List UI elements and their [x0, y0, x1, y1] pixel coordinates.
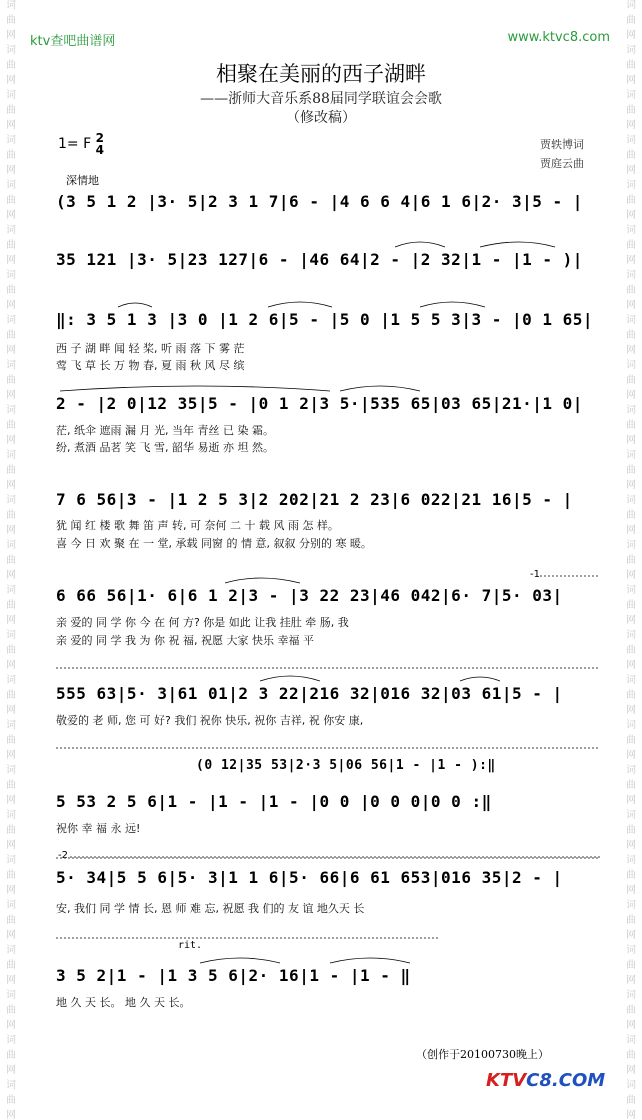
watermark-char: 网 — [6, 1020, 16, 1031]
watermark-char: 曲 — [626, 330, 636, 341]
tie-arc — [118, 303, 152, 307]
lyric-line-4a: 茫, 纸伞 遮雨 漏 月 光, 当年 青丝 已 染 霜。 — [56, 424, 274, 437]
watermark-char: 曲 — [626, 150, 636, 161]
watermark-char: 曲 — [6, 825, 16, 836]
logo-c8: C8.COM — [526, 1070, 606, 1091]
watermark-char: 曲 — [6, 195, 16, 206]
lyric-line-3b: 莺 飞 草 长 万 物 春, 夏 雨 秋 风 尽 缤 — [56, 359, 245, 372]
watermark-char: 词 — [626, 405, 636, 416]
watermark-char: 词 — [626, 315, 636, 326]
watermark-char: 网 — [6, 480, 16, 491]
volta-1-label: -1 — [530, 569, 540, 580]
watermark-char: 词 — [6, 405, 16, 416]
watermark-char: 曲 — [626, 15, 636, 26]
watermark-char: 网 — [626, 1020, 636, 1031]
lyric-line-5a: 犹 闻 红 楼 歌 舞 笛 声 转, 可 奈何 二 十 载 风 雨 怎 样。 — [56, 519, 339, 532]
watermark-char: 词 — [6, 225, 16, 236]
score-line-7: 555 63|5· 3|61 01|2 3 22|216 32|016 32|03 61|5 - | — [56, 684, 563, 703]
watermark-char: 曲 — [6, 510, 16, 521]
watermark-char: 网 — [6, 390, 16, 401]
tie-arc — [60, 386, 330, 391]
logo-ktv: KTV — [486, 1070, 527, 1091]
watermark-char: 词 — [626, 225, 636, 236]
watermark-char: 网 — [626, 390, 636, 401]
tempo-marking: 深情地 — [66, 174, 99, 187]
composer: 贾庭云曲 — [540, 157, 584, 170]
watermark-char: 网 — [626, 930, 636, 941]
watermark-char: 词 — [626, 1080, 636, 1091]
watermark-char: 词 — [626, 1035, 636, 1046]
revision-note: （修改稿） — [286, 110, 356, 126]
watermark-char: 网 — [6, 1110, 16, 1120]
watermark-char: 网 — [626, 345, 636, 356]
watermark-char: 曲 — [626, 60, 636, 71]
watermark-char: 曲 — [6, 690, 16, 701]
watermark-char: 词 — [626, 45, 636, 56]
watermark-char: 词 — [6, 1080, 16, 1091]
score-line-2: 35 121 |3· 5|23 127|6 - |46 64|2 - |2 32|1 - |1 - )| — [56, 250, 583, 269]
watermark-char: 曲 — [6, 420, 16, 431]
watermark-char: 词 — [626, 270, 636, 281]
watermark-char: 词 — [626, 495, 636, 506]
watermark-char: 词 — [6, 495, 16, 506]
watermark-char: 词 — [626, 855, 636, 866]
watermark-char: 网 — [626, 480, 636, 491]
watermark-char: 曲 — [626, 285, 636, 296]
song-subtitle: ——浙师大音乐系88届同学联谊会会歌 — [200, 91, 442, 107]
watermark-char: 网 — [6, 120, 16, 131]
watermark-char: 网 — [626, 300, 636, 311]
watermark-char: 曲 — [626, 960, 636, 971]
watermark-char: 曲 — [6, 645, 16, 656]
watermark-char: 曲 — [6, 240, 16, 251]
watermark-char: 词 — [6, 315, 16, 326]
watermark-char: 词 — [6, 1035, 16, 1046]
lyric-line-6a: 亲 爱的 同 学 你 今 在 何 方? 你是 如此 让我 挂肚 牵 肠, 我 — [56, 616, 349, 629]
watermark-char: 词 — [626, 630, 636, 641]
watermark-char: 网 — [626, 165, 636, 176]
tie-arc — [420, 302, 485, 307]
site-url-right[interactable]: www.ktvc8.com — [507, 30, 610, 45]
watermark-char: 曲 — [626, 1050, 636, 1061]
watermark-char: 曲 — [626, 555, 636, 566]
watermark-char: 曲 — [6, 15, 16, 26]
watermark-char: 词 — [626, 900, 636, 911]
watermark-char: 词 — [6, 720, 16, 731]
watermark-char: 曲 — [626, 510, 636, 521]
watermark-char: 词 — [626, 450, 636, 461]
watermark-char: 网 — [626, 210, 636, 221]
watermark-char: 词 — [6, 585, 16, 596]
watermark-char: 曲 — [6, 60, 16, 71]
watermark-char: 网 — [6, 660, 16, 671]
key-label: 1= F — [58, 136, 92, 152]
watermark-char: 词 — [626, 765, 636, 776]
watermark-char: 曲 — [6, 555, 16, 566]
watermark-char: 网 — [6, 705, 16, 716]
watermark-char: 曲 — [626, 645, 636, 656]
watermark-char: 网 — [626, 570, 636, 581]
watermark-char: 网 — [6, 750, 16, 761]
watermark-char: 曲 — [626, 1005, 636, 1016]
watermark-char: 词 — [6, 675, 16, 686]
watermark-char: 曲 — [6, 1095, 16, 1106]
site-name-left[interactable]: ktv查吧曲谱网 — [30, 34, 116, 49]
watermark-char: 曲 — [626, 870, 636, 881]
watermark-char: 词 — [6, 855, 16, 866]
watermark-char: 词 — [626, 585, 636, 596]
watermark-char: 词 — [6, 630, 16, 641]
watermark-char: 网 — [6, 840, 16, 851]
watermark-char: 曲 — [626, 1095, 636, 1106]
lyric-line-6b: 亲 爱的 同 学 我 为 你 祝 福, 祝愿 大家 快乐 幸福 平 — [56, 634, 314, 647]
lyric-line-9a: 安, 我们 同 学 情 长, 恩 师 难 忘, 祝愿 我 们的 友 谊 地久天 长 — [56, 902, 365, 915]
watermark-char: 曲 — [6, 330, 16, 341]
watermark-char: 网 — [626, 750, 636, 761]
watermark-char: 词 — [626, 810, 636, 821]
watermark-char: 网 — [6, 75, 16, 86]
score-line-6: 6 66 56|1· 6|6 1 2|3 - |3 22 23|46 042|6· 7|5· 03| — [56, 586, 563, 605]
watermark-char: 词 — [6, 360, 16, 371]
watermark-char: 词 — [6, 90, 16, 101]
watermark-char: 网 — [626, 255, 636, 266]
watermark-char: 网 — [6, 795, 16, 806]
watermark-char: 曲 — [6, 375, 16, 386]
watermark-char: 网 — [6, 525, 16, 536]
watermark-char: 曲 — [6, 1050, 16, 1061]
tie-arc — [330, 958, 410, 963]
watermark-char: 词 — [6, 945, 16, 956]
watermark-char: 网 — [6, 255, 16, 266]
watermark-char: 曲 — [6, 1005, 16, 1016]
lyric-line-10a: 地 久 天 长。 地 久 天 长。 — [56, 996, 191, 1009]
watermark-char: 曲 — [626, 690, 636, 701]
watermark-char: 网 — [626, 660, 636, 671]
watermark-char: 网 — [626, 885, 636, 896]
watermark-char: 词 — [6, 540, 16, 551]
watermark-char: 网 — [626, 30, 636, 41]
lyric-line-4b: 纷, 煮酒 品茗 笑 飞 雪, 韶华 易逝 亦 坦 然。 — [56, 441, 274, 454]
song-title: 相聚在美丽的西子湖畔 — [216, 62, 426, 86]
watermark-char: 词 — [626, 90, 636, 101]
watermark-char: 曲 — [6, 465, 16, 476]
watermark-char: 网 — [6, 300, 16, 311]
creation-note: （创作于20100730晚上） — [416, 1048, 549, 1061]
watermark-char: 网 — [6, 1065, 16, 1076]
watermark-char: 网 — [626, 975, 636, 986]
watermark-char: 曲 — [6, 600, 16, 611]
watermark-char: 网 — [6, 345, 16, 356]
watermark-char: 词 — [626, 180, 636, 191]
score-line-8-upper: (0 12|35 53|2·3 5|06 56|1 - |1 - ):‖ — [196, 758, 496, 773]
watermark-char: 曲 — [6, 285, 16, 296]
watermark-char: 词 — [6, 180, 16, 191]
watermark-char: 网 — [626, 615, 636, 626]
watermark-char: 网 — [626, 435, 636, 446]
watermark-char: 曲 — [626, 780, 636, 791]
watermark-char: 网 — [6, 615, 16, 626]
ritardando-mark: rit. — [178, 940, 203, 951]
watermark-char: 词 — [6, 900, 16, 911]
watermark-char: 曲 — [626, 420, 636, 431]
watermark-char: 词 — [6, 765, 16, 776]
watermark-char: 网 — [6, 435, 16, 446]
watermark-char: 曲 — [626, 105, 636, 116]
watermark-char: 网 — [6, 570, 16, 581]
score-line-10: 3 5 2|1 - |1 3 5 6|2· 16|1 - |1 - ‖ — [56, 966, 411, 985]
watermark-char: 曲 — [6, 915, 16, 926]
watermark-char: 网 — [626, 795, 636, 806]
watermark-char: 曲 — [626, 825, 636, 836]
watermark-char: 网 — [6, 30, 16, 41]
tie-arc — [460, 677, 500, 681]
lyric-line-5b: 喜 今 日 欢 聚 在 一 堂, 承载 同窗 的 情 意, 叙叙 分别的 寒 暖。 — [56, 537, 372, 550]
watermark-char: 网 — [626, 75, 636, 86]
watermark-char: 词 — [626, 360, 636, 371]
watermark-char: 词 — [626, 540, 636, 551]
watermark-char: 曲 — [626, 465, 636, 476]
watermark-char: 曲 — [626, 600, 636, 611]
time-top: 2 — [95, 131, 104, 145]
watermark-char: 网 — [626, 1065, 636, 1076]
watermark-char: 词 — [626, 720, 636, 731]
watermark-char: 词 — [6, 810, 16, 821]
watermark-char: 曲 — [6, 870, 16, 881]
watermark-char: 网 — [626, 840, 636, 851]
score-line-3: ‖: 3 5 1 3 |3 0 |1 2 6|5 - |5 0 |1 5 5 3|3 - |0 1 65| — [56, 310, 594, 329]
watermark-char: 曲 — [626, 735, 636, 746]
watermark-char: 词 — [626, 675, 636, 686]
time-bottom: 4 — [95, 143, 104, 157]
lyric-line-3a: 西 子 湖 畔 闻 轻 桨, 听 雨 落 下 雾 茫 — [56, 342, 245, 355]
volta-2-label: -2 — [58, 850, 68, 861]
watermark-char: 曲 — [6, 735, 16, 746]
watermark-char: 网 — [626, 705, 636, 716]
watermark-char: 曲 — [6, 960, 16, 971]
lyric-line-7a: 敬爱的 老 师, 您 可 好? 我们 祝你 快乐, 祝你 吉祥, 祝 你安 康, — [56, 714, 364, 727]
score-line-4: 2 - |2 0|12 35|5 - |0 1 2|3 5·|535 65|03 65|21·|1 0| — [56, 394, 583, 413]
score-line-8: 5 53 2 5 6|1 - |1 - |1 - |0 0 |0 0 0|0 0 :‖ — [56, 792, 492, 811]
score-line-1: (3 5 1 2 |3· 5|2 3 1 7|6 - |4 6 6 4|6 1 6|2· 3|5 - | — [56, 192, 583, 211]
watermark-char: 网 — [6, 975, 16, 986]
watermark-char: 词 — [6, 0, 16, 11]
score-line-5: 7 6 56|3 - |1 2 5 3|2 202|21 2 23|6 022|21 16|5 - | — [56, 490, 573, 509]
score-line-9: 5· 34|5 5 6|5· 3|1 1 6|5· 66|6 61 653|016 35|2 - | — [56, 868, 563, 887]
tie-arc — [260, 676, 320, 681]
watermark-char: 词 — [6, 990, 16, 1001]
watermark-char: 词 — [626, 945, 636, 956]
tie-arc — [200, 958, 280, 963]
watermark-char: 网 — [6, 165, 16, 176]
watermark-char: 曲 — [626, 240, 636, 251]
watermark-char: 词 — [6, 135, 16, 146]
watermark-char: 曲 — [626, 375, 636, 386]
lyricist: 贾轶博词 — [540, 138, 584, 151]
tie-arc — [340, 386, 420, 391]
watermark-char: 曲 — [6, 150, 16, 161]
watermark-char: 网 — [6, 885, 16, 896]
tie-arc — [395, 242, 445, 247]
watermark-char: 词 — [6, 45, 16, 56]
lyric-line-8a: 祝你 幸 福 永 远! — [56, 822, 141, 835]
watermark-char: 词 — [626, 990, 636, 1001]
watermark-char: 网 — [6, 930, 16, 941]
watermark-char: 词 — [6, 270, 16, 281]
watermark-char: 曲 — [626, 915, 636, 926]
watermark-char: 曲 — [6, 780, 16, 791]
watermark-char: 词 — [6, 450, 16, 461]
tie-arc — [225, 578, 300, 583]
watermark-char: 曲 — [6, 105, 16, 116]
watermark-char: 曲 — [626, 195, 636, 206]
watermark-char: 词 — [626, 135, 636, 146]
watermark-char: 词 — [626, 0, 636, 11]
watermark-char: 网 — [6, 210, 16, 221]
watermark-char: 网 — [626, 120, 636, 131]
watermark-char: 网 — [626, 1110, 636, 1120]
tie-arc — [480, 242, 555, 247]
tie-arc — [268, 302, 332, 307]
watermark-char: 网 — [626, 525, 636, 536]
